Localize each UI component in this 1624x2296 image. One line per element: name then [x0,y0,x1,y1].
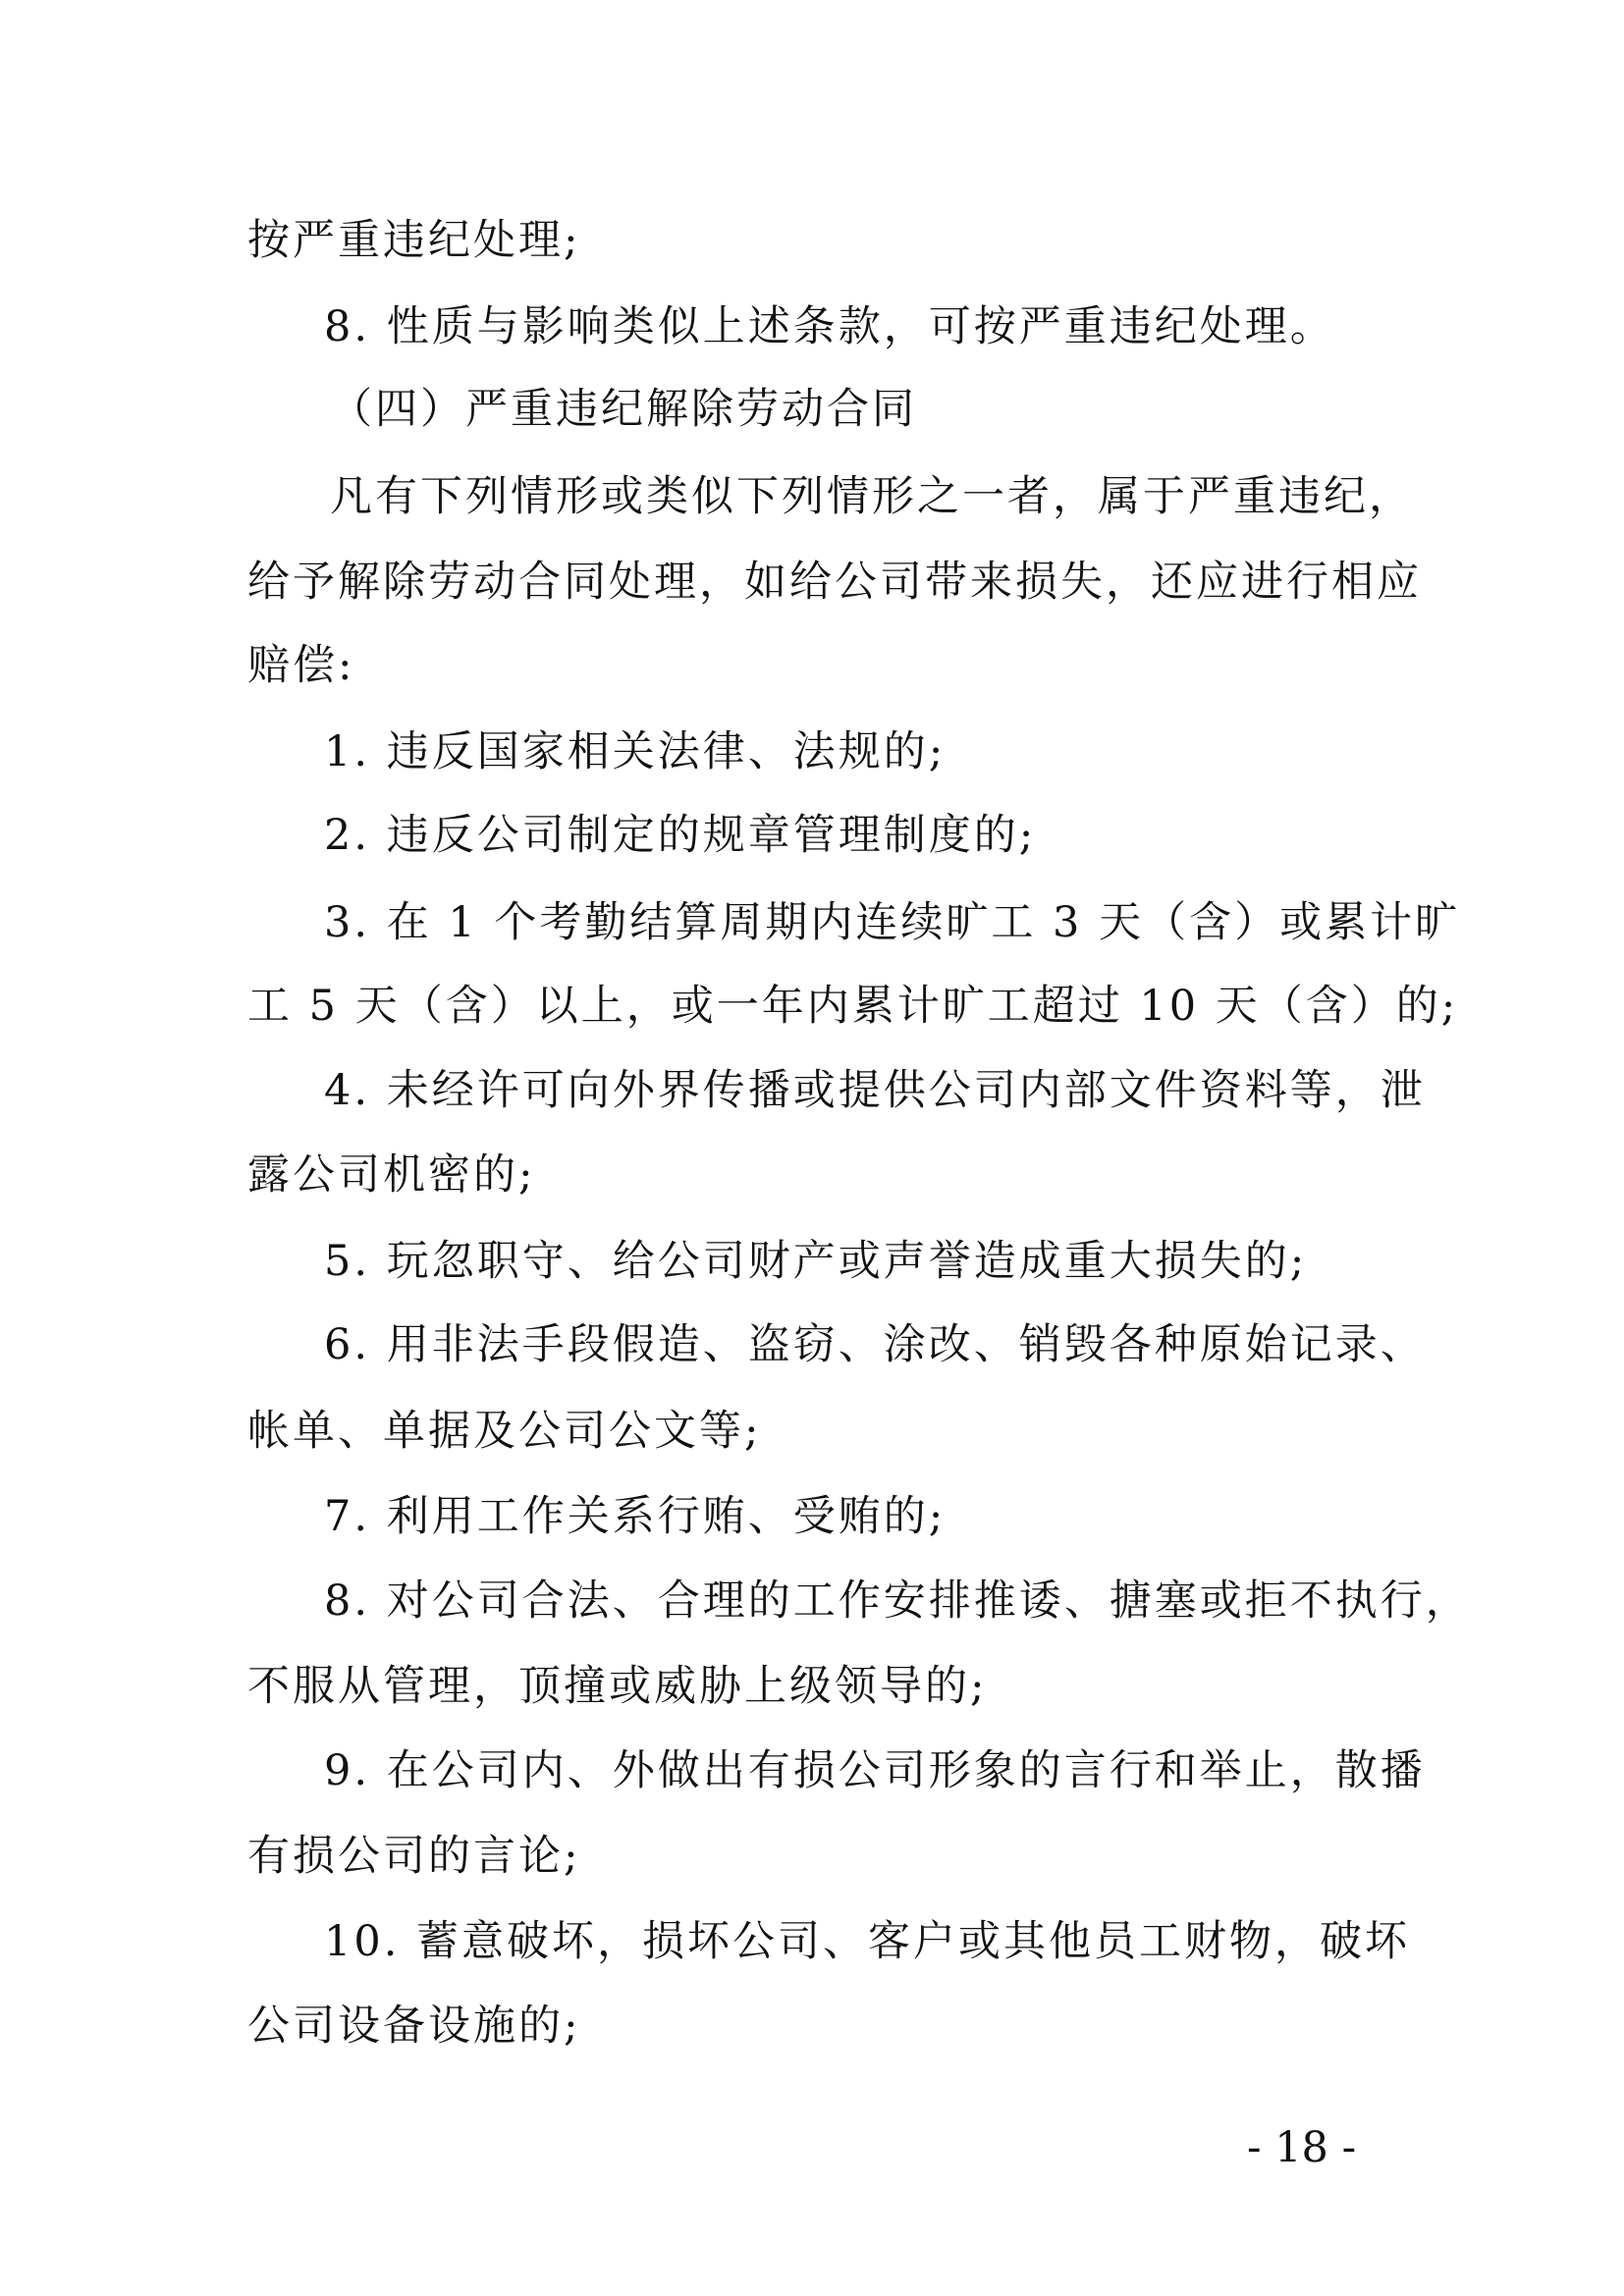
text-line-12: 露公司机密的; [247,1150,536,1200]
text-line-18: 不服从管理，顶撞或威胁上级领导的; [247,1662,988,1711]
text-line-17: 8. 对公司合法、合理的工作安排推诿、搪塞或拒不执行， [324,1576,1471,1626]
text-line-20: 有损公司的言论; [247,1832,581,1881]
text-line-19: 9. 在公司内、外做出有损公司形象的言行和举止，散播 [324,1746,1426,1795]
text-line-11: 4. 未经许可向外界传播或提供公司内部文件资料等，泄 [324,1066,1426,1115]
text-line-21: 10. 蓄意破坏，损坏公司、客户或其他员工财物，破坏 [324,1917,1411,1966]
section-heading: （四）严重违纪解除劳动合同 [330,385,917,434]
text-line-13: 5. 玩忽职守、给公司财产或声誉造成重大损失的; [324,1237,1308,1286]
text-line-9: 3. 在 1 个考勤结算周期内连续旷工 3 天（含）或累计旷 [324,898,1461,947]
text-line-15: 帐单、单据及公司公文等; [247,1407,762,1456]
text-line-6: 赔偿: [247,641,355,690]
text-line-8: 2. 违反公司制定的规章管理制度的; [324,811,1037,860]
text-line-7: 1. 违反国家相关法律、法规的; [324,727,947,776]
text-line-2: 8. 性质与影响类似上述条款，可按严重违纪处理。 [324,302,1335,351]
text-line-14: 6. 用非法手段假造、盗窃、涂改、销毁各种原始记录、 [324,1320,1426,1369]
page-number: - 18 - [1247,2123,1357,2172]
text-line-16: 7. 利用工作关系行贿、受贿的; [324,1492,947,1541]
text-line-4: 凡有下列情形或类似下列情形之一者，属于严重违纪， [330,472,1414,521]
text-line-10: 工 5 天（含）以上，或一年内累计旷工超过 10 天（含）的; [247,982,1459,1031]
text-line-22: 公司设备设施的; [247,2002,581,2051]
text-line-1: 按严重违纪处理; [247,216,581,265]
text-line-5: 给予解除劳动合同处理，如给公司带来损失，还应进行相应 [247,558,1422,607]
